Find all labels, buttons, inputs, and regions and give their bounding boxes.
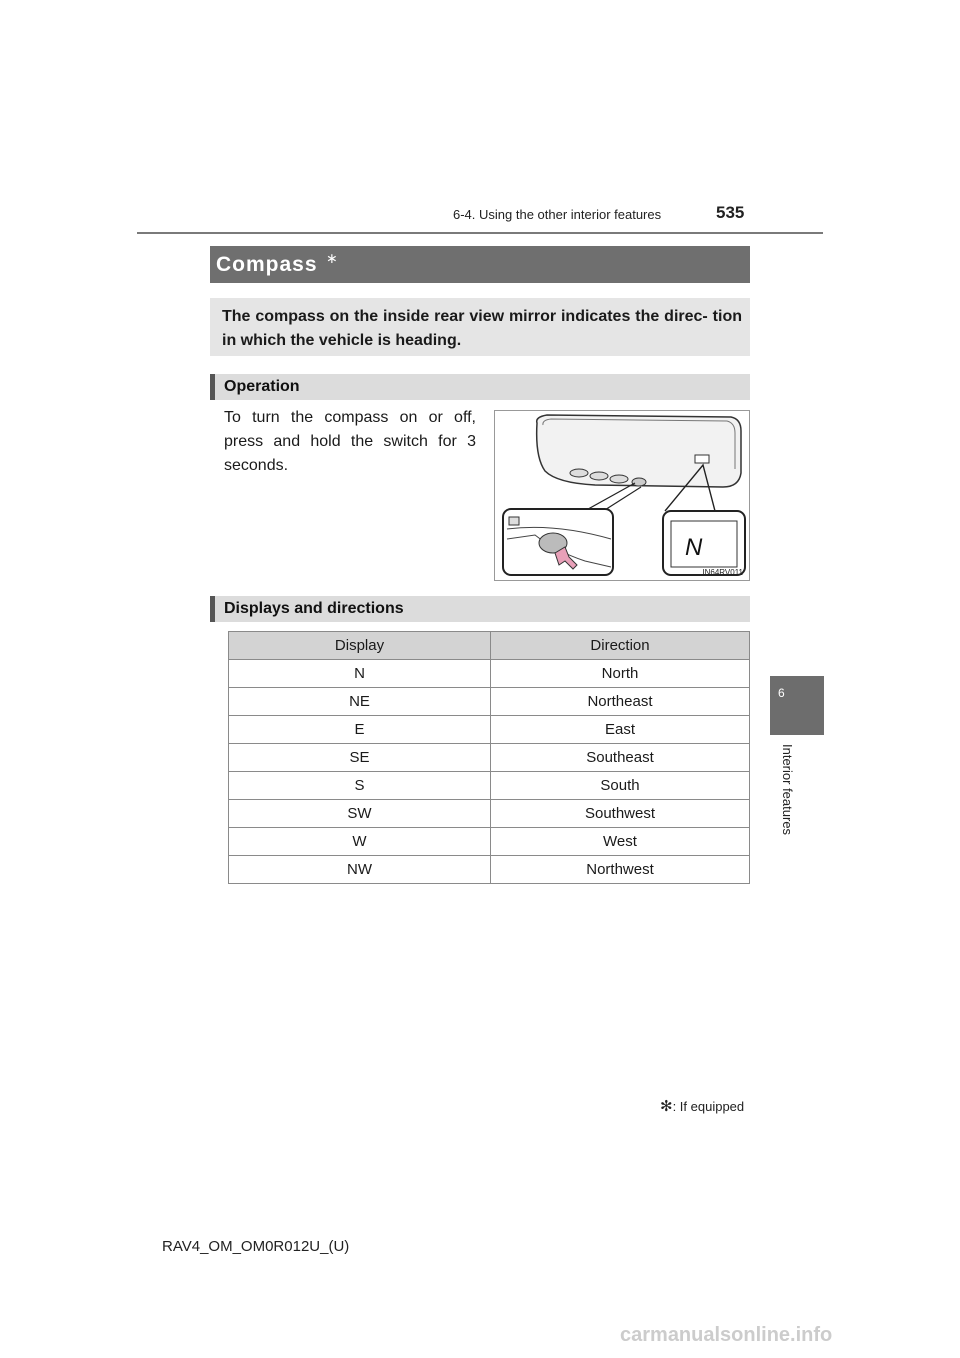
mirror-illustration (494, 410, 750, 581)
document-id: RAV4_OM_OM0R012U_(U) (162, 1238, 350, 1255)
chapter-number: 6 (778, 686, 785, 700)
display-cell: NW (229, 856, 491, 884)
display-cell: W (229, 828, 491, 856)
display-cell: E (229, 716, 491, 744)
table-row (229, 800, 750, 828)
direction-cell: West (491, 828, 750, 856)
footnote-text: : If equipped (672, 1099, 745, 1114)
table-row (229, 716, 750, 744)
direction-cell: Northeast (491, 688, 750, 716)
direction-cell: Southwest (491, 800, 750, 828)
direction-cell: Northwest (491, 856, 750, 884)
footnote (660, 1097, 744, 1115)
display-cell: NE (229, 688, 491, 716)
watermark: carmanualsonline.info (620, 1324, 833, 1346)
header-section-title: 6-4. Using the other interior features (453, 207, 662, 222)
section-marker (210, 596, 215, 622)
displays-heading (210, 596, 750, 622)
table-row (229, 688, 750, 716)
intro-text: The compass on the inside rear view mirror indicates the direc- tion in which the vehicle is heading. (222, 308, 742, 349)
display-cell: N (229, 660, 491, 688)
figure-code: IN64RV011 (702, 568, 743, 577)
column-header-direction: Direction (491, 632, 750, 660)
table-row (229, 744, 750, 772)
table-row (229, 828, 750, 856)
direction-cell: Southeast (491, 744, 750, 772)
mirror-drawing (495, 411, 749, 580)
display-letter: N (685, 534, 703, 561)
operation-heading (210, 374, 750, 400)
header-divider (137, 232, 823, 234)
column-header-display: Display (229, 632, 491, 660)
direction-cell: East (491, 716, 750, 744)
chapter-tab (770, 676, 824, 735)
displays-heading-label: Displays and directions (224, 600, 404, 617)
table-header-row (229, 632, 750, 660)
display-cell: S (229, 772, 491, 800)
display-cell: SE (229, 744, 491, 772)
direction-cell: South (491, 772, 750, 800)
table-row (229, 660, 750, 688)
operation-heading-label: Operation (224, 378, 300, 395)
page-title: Compass (216, 253, 318, 276)
table-row (229, 772, 750, 800)
page-number: 535 (716, 203, 745, 222)
direction-cell: North (491, 660, 750, 688)
chapter-label: Interior features (780, 744, 795, 836)
operation-text: To turn the compass on or off, press and hold the switch for 3 seconds. (224, 409, 476, 474)
directions-table (228, 631, 750, 884)
footnote-mark: ✻ (660, 1098, 673, 1115)
display-cell: SW (229, 800, 491, 828)
section-marker (210, 374, 215, 400)
table-row (229, 856, 750, 884)
if-equipped-asterisk: ∗ (326, 250, 338, 266)
